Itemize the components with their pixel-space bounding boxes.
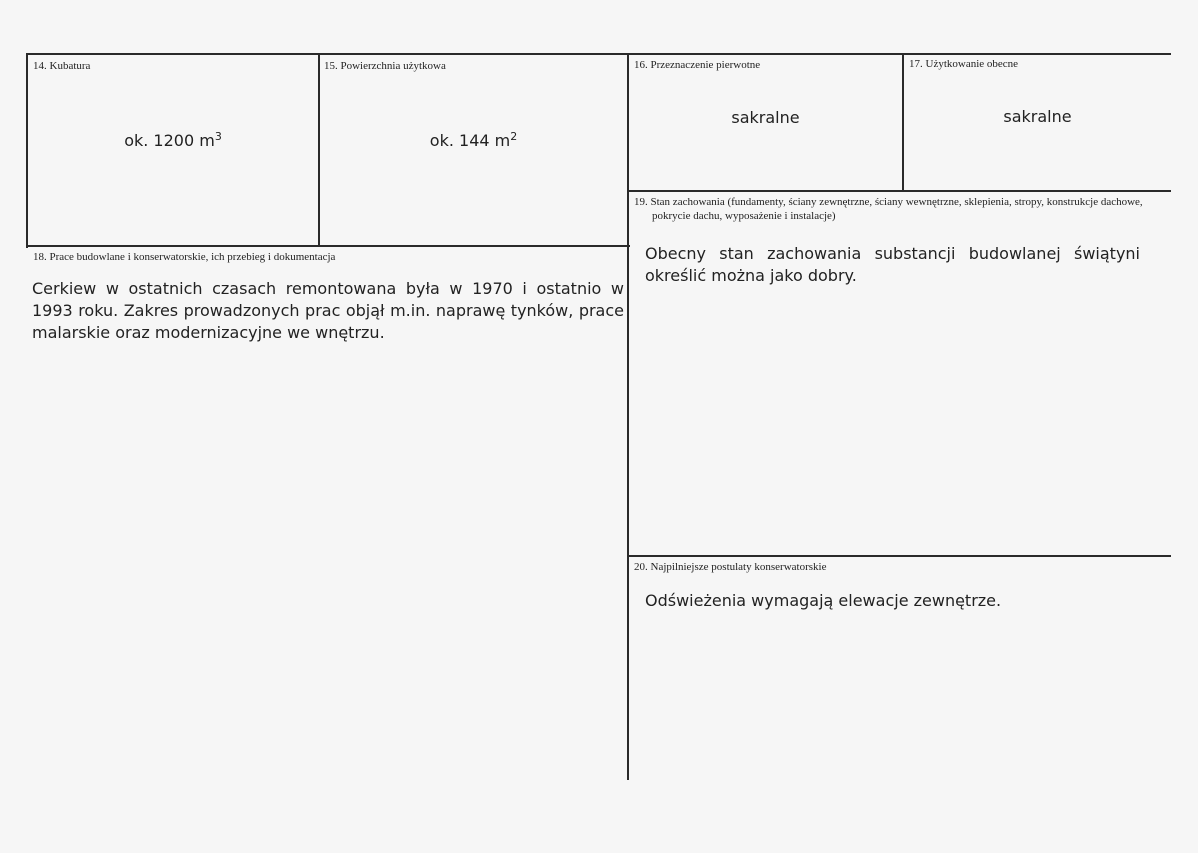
przeznaczenie-label: 16. Przeznaczenie pierwotne: [634, 59, 761, 71]
powierzchnia-value: [320, 130, 627, 152]
prace-label: 18. Prace budowlane i konserwatorskie, ich przebieg i dokumentacja: [33, 251, 336, 263]
divider-row1-row2-right: [627, 190, 1171, 192]
uzytkowanie-value: sakralne: [1003, 107, 1072, 126]
center-divider-line: [627, 53, 629, 780]
kubatura-value-text: ok. 1200 m: [124, 131, 215, 150]
powierzchnia-label: 15. Powierzchnia użytkowa: [324, 60, 446, 72]
powierzchnia-value-exponent: 2: [510, 130, 518, 143]
prace-text: Cerkiew w ostatnich czasach remontowana była w 1970 i ostatnio w 1993 roku. Zakres prowadzonych prac objął m.in. naprawę tynków, prace malarskie oraz modernizacyjne we wnętrzu.: [32, 279, 624, 342]
divider-19-20: [627, 555, 1171, 557]
powierzchnia-value-text: ok. 144 m: [429, 131, 511, 150]
kubatura-label: 14. Kubatura: [33, 60, 91, 72]
uzytkowanie-label: 17. Użytkowanie obecne: [909, 58, 1019, 70]
przeznaczenie-value: sakralne: [731, 108, 800, 127]
kubatura-value-exponent: 3: [214, 130, 222, 143]
top-border-line: [26, 53, 1171, 55]
kubatura-value: [28, 130, 318, 152]
postulaty-text: Odświeżenia wymagają elewacje zewnętrze.: [645, 591, 1002, 610]
stan-label: 19. Stan zachowania (fundamenty, ściany zewnętrzne, ściany wewnętrzne, sklepienia, stropy, konstrukcje dachowe, pokrycie dachu, wyposażenie i instalacje): [634, 196, 1143, 222]
stan-text: Obecny stan zachowania substancji budowlanej świątyni określić można jako dobry.: [645, 244, 1140, 285]
postulaty-label: 20. Najpilniejsze postulaty konserwatorskie: [634, 561, 827, 573]
divider-row1-row2-left: [26, 245, 630, 247]
